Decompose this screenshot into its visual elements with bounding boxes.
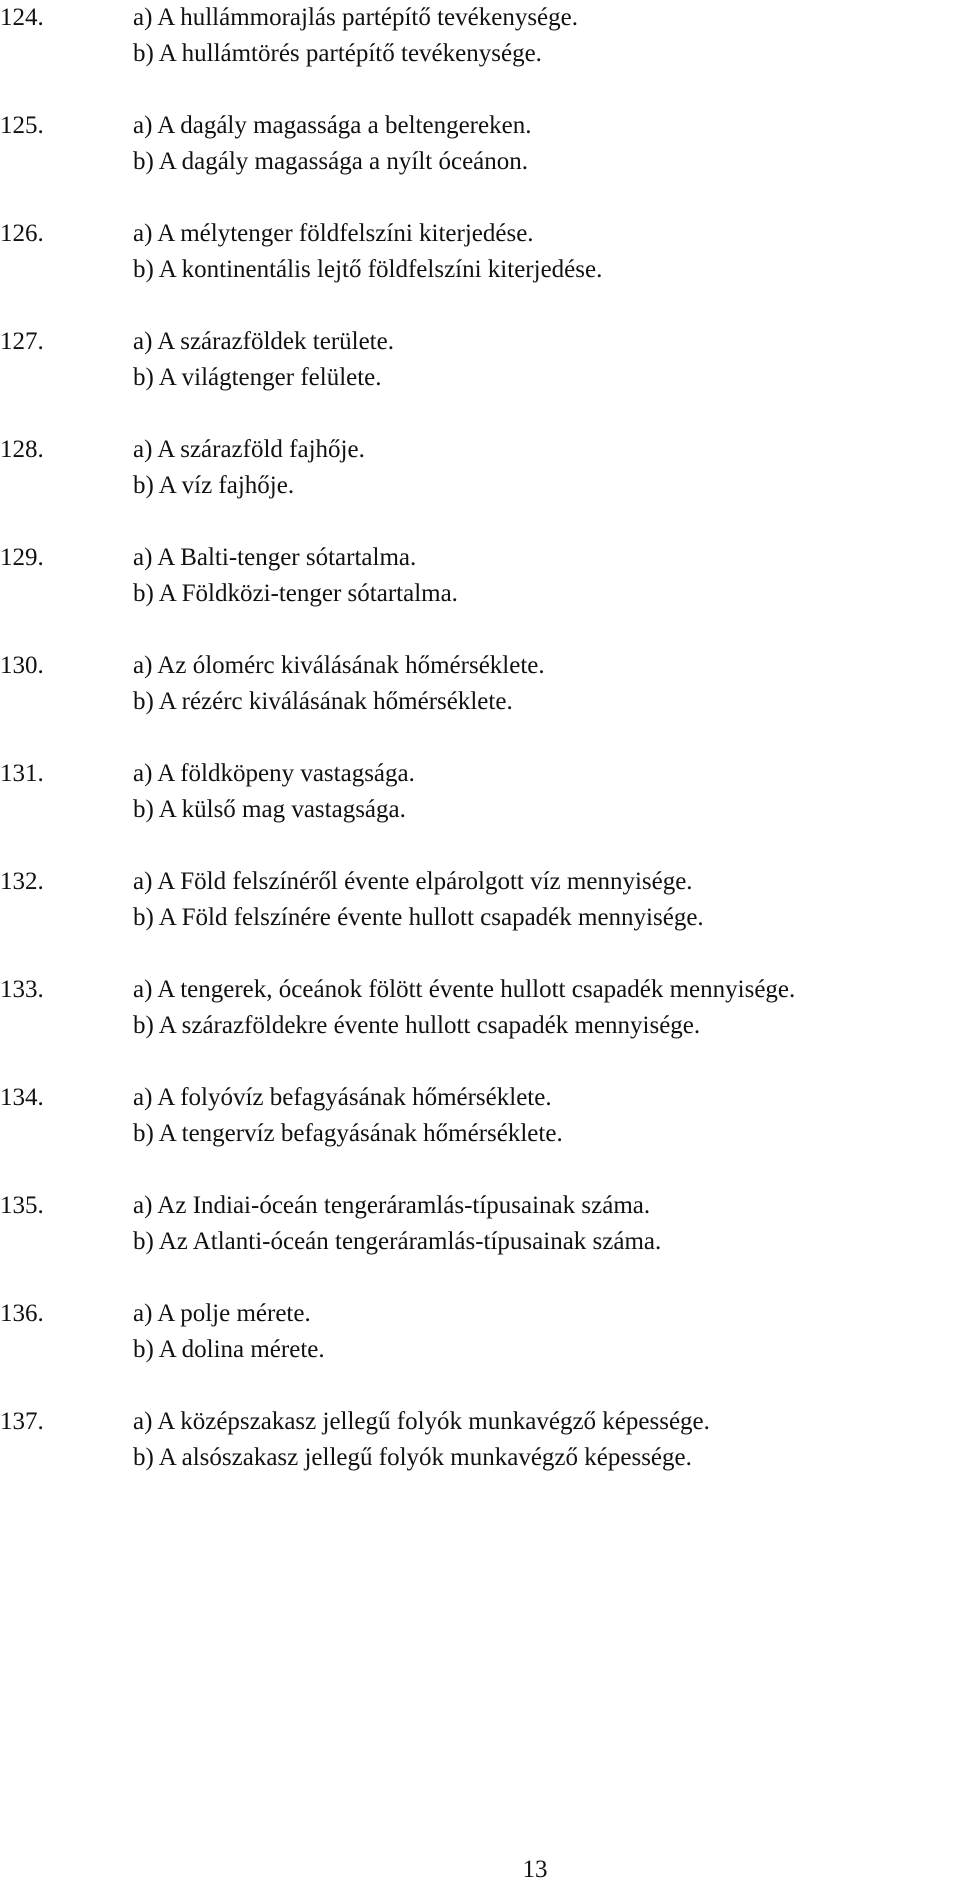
option-a: a) A Balti-tenger sótartalma. [133,544,417,571]
question-number: 125. [0,112,44,139]
option-b: b) A kontinentális lejtő földfelszíni kiterjedése. [133,256,603,283]
question-number: 126. [0,220,44,247]
question-number: 137. [0,1408,44,1435]
question-129 [0,540,960,612]
option-a: a) A hullámmorajlás partépítő tevékenysége. [133,4,578,31]
option-a: a) A Föld felszínéről évente elpárolgott víz mennyisége. [133,868,693,895]
question-132 [0,864,960,936]
question-number: 133. [0,976,44,1003]
question-136 [0,1296,960,1368]
option-b: b) A Föld felszínére évente hullott csapadék mennyisége. [133,904,704,931]
option-a: a) A dagály magassága a beltengereken. [133,112,532,139]
question-number: 128. [0,436,44,463]
option-a: a) A szárazföld fajhője. [133,436,365,463]
question-125 [0,108,960,180]
page-number: 13 [522,1856,548,1883]
option-a: a) A középszakasz jellegű folyók munkavégző képessége. [133,1408,710,1435]
question-number: 124. [0,4,44,31]
question-124 [0,0,960,72]
option-b: b) A tengervíz befagyásának hőmérséklete. [133,1120,563,1147]
question-127 [0,324,960,396]
option-a: a) Az Indiai-óceán tengeráramlás-típusainak száma. [133,1192,651,1219]
question-131 [0,756,960,828]
option-b: b) A külső mag vastagsága. [133,796,406,823]
option-b: b) Az Atlanti-óceán tengeráramlás-típusainak száma. [133,1228,662,1255]
question-133 [0,972,960,1044]
question-number: 135. [0,1192,44,1219]
question-number: 136. [0,1300,44,1327]
option-b: b) A víz fajhője. [133,472,295,499]
question-130 [0,648,960,720]
option-b: b) A dagály magassága a nyílt óceánon. [133,148,529,175]
question-number: 129. [0,544,44,571]
option-b: b) A Földközi-tenger sótartalma. [133,580,458,607]
option-a: a) Az ólomérc kiválásának hőmérséklete. [133,652,545,679]
question-number: 131. [0,760,44,787]
option-b: b) A szárazföldekre évente hullott csapadék mennyisége. [133,1012,701,1039]
option-b: b) A hullámtörés partépítő tevékenysége. [133,40,542,67]
option-a: a) A szárazföldek területe. [133,328,394,355]
option-b: b) A dolina mérete. [133,1336,325,1363]
question-number: 134. [0,1084,44,1111]
option-a: a) A folyóvíz befagyásának hőmérséklete. [133,1084,552,1111]
option-b: b) A világtenger felülete. [133,364,382,391]
question-number: 132. [0,868,44,895]
option-a: a) A polje mérete. [133,1300,311,1327]
option-a: a) A földköpeny vastagsága. [133,760,415,787]
option-a: a) A tengerek, óceánok fölött évente hullott csapadék mennyisége. [133,976,796,1003]
question-128 [0,432,960,504]
question-137 [0,1404,960,1476]
question-135 [0,1188,960,1260]
question-126 [0,216,960,288]
question-134 [0,1080,960,1152]
question-number: 127. [0,328,44,355]
option-a: a) A mélytenger földfelszíni kiterjedése. [133,220,534,247]
option-b: b) A rézérc kiválásának hőmérséklete. [133,688,513,715]
option-b: b) A alsószakasz jellegű folyók munkavégző képessége. [133,1444,692,1471]
question-number: 130. [0,652,44,679]
